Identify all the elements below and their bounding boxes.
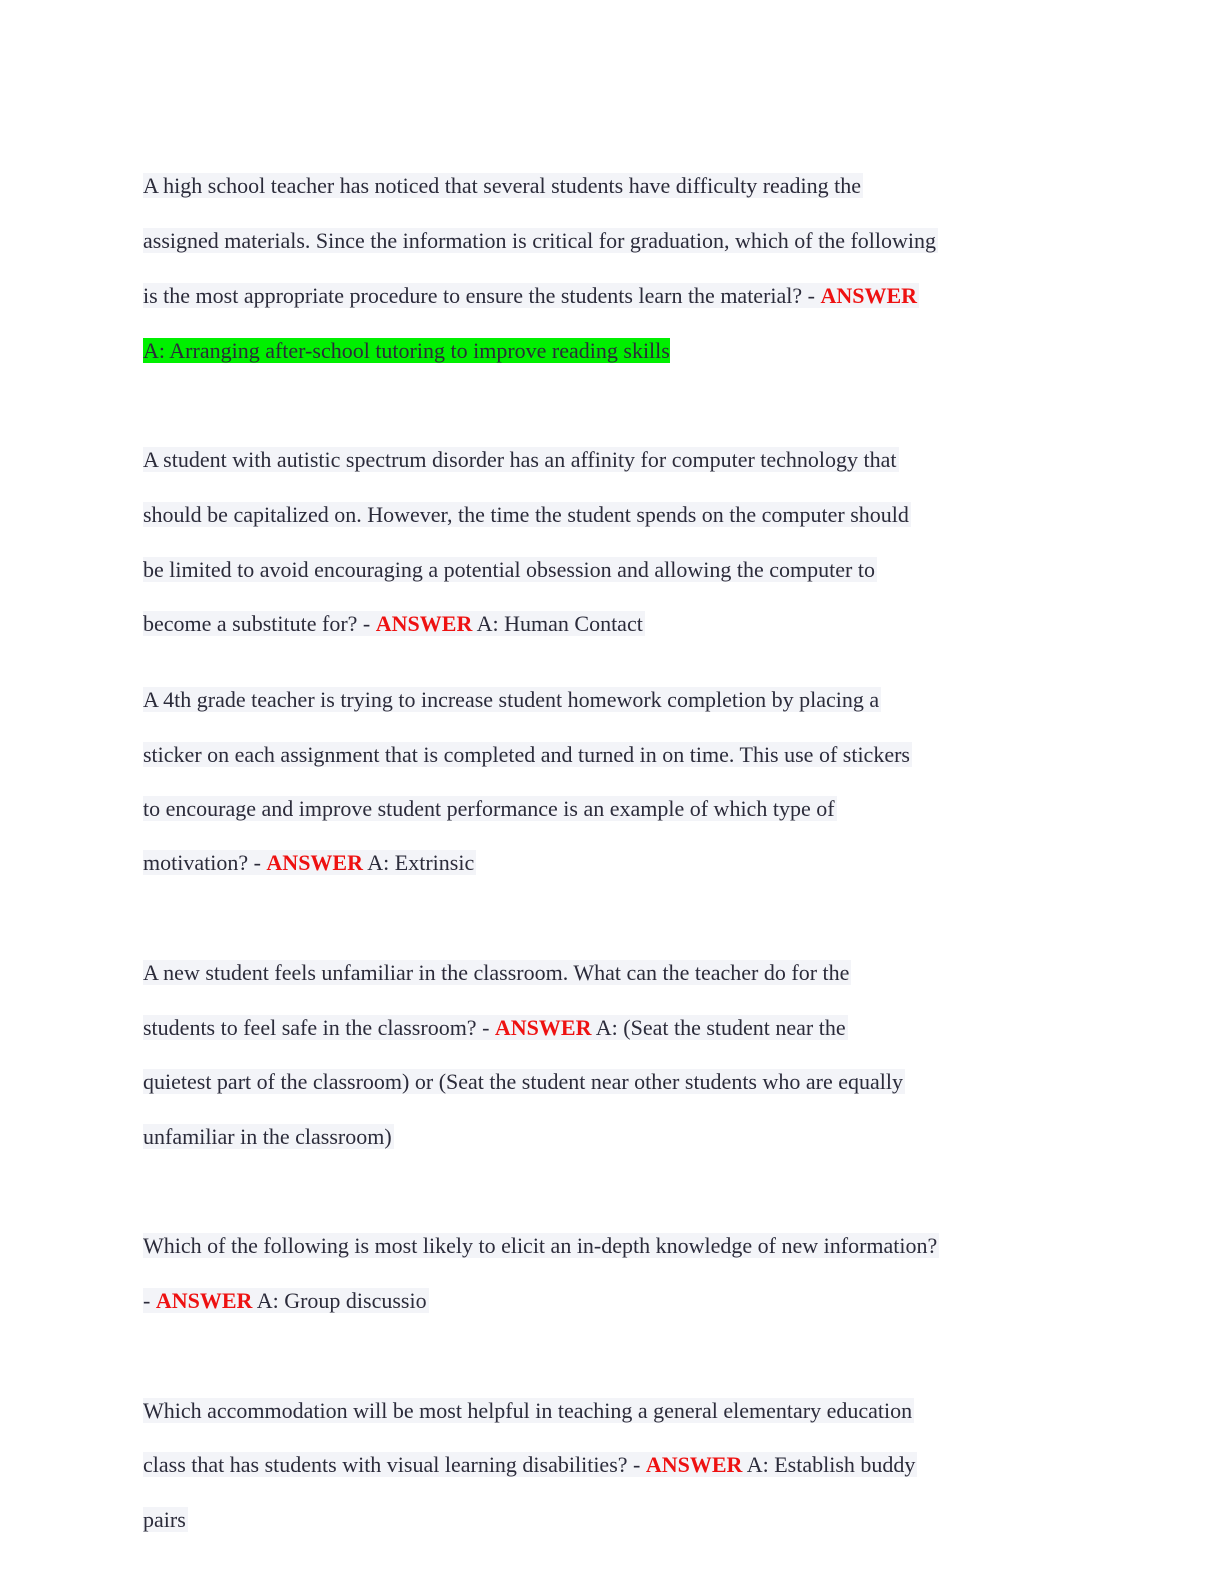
q6-line-2 xyxy=(143,1449,917,1481)
q2-line-3 xyxy=(143,554,877,586)
q2-line-1 xyxy=(143,444,899,476)
q6-line-3 xyxy=(143,1504,188,1536)
q4-answer-cont-2: unfamiliar in the classroom) xyxy=(143,1124,392,1149)
q6-text-1: Which accommodation will be most helpful in teaching a general elementary education xyxy=(143,1398,913,1423)
q2-text-3: be limited to avoid encouraging a potential obsession and allowing the computer to xyxy=(143,557,875,582)
q4-line-4 xyxy=(143,1121,394,1153)
q4-answer-cont-1: quietest part of the classroom) or (Seat the student near other students who are equally xyxy=(143,1069,903,1094)
q3-line-4 xyxy=(143,847,476,879)
q2-line-2 xyxy=(143,499,911,531)
q1-answer-highlight: A: Arranging after-school tutoring to improve reading skills xyxy=(143,338,670,363)
q6-line-1 xyxy=(143,1395,914,1427)
q5-text-1: Which of the following is most likely to elicit an in-depth knowledge of new information? xyxy=(143,1233,938,1258)
answer-label: ANSWER xyxy=(820,283,918,308)
q1-answer-line xyxy=(143,335,670,367)
q3-text-1: A 4th grade teacher is trying to increase student homework completion by placing a xyxy=(143,687,880,712)
q1-line-3 xyxy=(143,280,919,312)
answer-label: ANSWER xyxy=(494,1015,592,1040)
q3-text-3: to encourage and improve student performance is an example of which type of xyxy=(143,796,835,821)
q6-answer: A: Establish buddy xyxy=(742,1452,916,1477)
answer-label: ANSWER xyxy=(645,1452,743,1477)
q1-text-3: is the most appropriate procedure to ensure the students learn the material? - xyxy=(143,283,821,308)
answer-label: ANSWER xyxy=(375,611,473,636)
q3-text-4: motivation? - xyxy=(143,850,267,875)
q5-line-1 xyxy=(143,1230,939,1262)
q2-line-4 xyxy=(143,608,645,640)
q3-line-1 xyxy=(143,684,881,716)
q2-answer: A: Human Contact xyxy=(472,611,643,636)
q5-answer: A: Group discussio xyxy=(252,1288,427,1313)
q3-text-2: sticker on each assignment that is completed and turned in on time. This use of stickers xyxy=(143,742,910,767)
q1-text-1: A high school teacher has noticed that several students have difficulty reading the xyxy=(143,173,862,198)
answer-label: ANSWER xyxy=(266,850,363,875)
q4-text-2: students to feel safe in the classroom? - xyxy=(143,1015,495,1040)
q6-text-2: class that has students with visual learning disabilities? - xyxy=(143,1452,646,1477)
q2-text-4: become a substitute for? - xyxy=(143,611,376,636)
q1-line-2 xyxy=(143,225,938,257)
q5-text-2: - xyxy=(143,1288,156,1313)
q4-line-1 xyxy=(143,957,851,989)
answer-label: ANSWER xyxy=(155,1288,253,1313)
q5-line-2 xyxy=(143,1285,429,1317)
q1-text-2: assigned materials. Since the information is critical for graduation, which of the following xyxy=(143,228,937,253)
q2-text-1: A student with autistic spectrum disorder has an affinity for computer technology that xyxy=(143,447,897,472)
q3-answer: A: Extrinsic xyxy=(363,850,475,875)
q4-line-2 xyxy=(143,1012,848,1044)
q6-answer-cont-1: pairs xyxy=(143,1507,186,1532)
q1-line-1 xyxy=(143,170,863,202)
q4-text-1: A new student feels unfamiliar in the classroom. What can the teacher do for the xyxy=(143,960,850,985)
q2-text-2: should be capitalized on. However, the time the student spends on the computer should xyxy=(143,502,909,527)
q4-line-3 xyxy=(143,1066,905,1098)
q3-line-3 xyxy=(143,793,837,825)
q4-answer: A: (Seat the student near the xyxy=(591,1015,846,1040)
q3-line-2 xyxy=(143,739,912,771)
